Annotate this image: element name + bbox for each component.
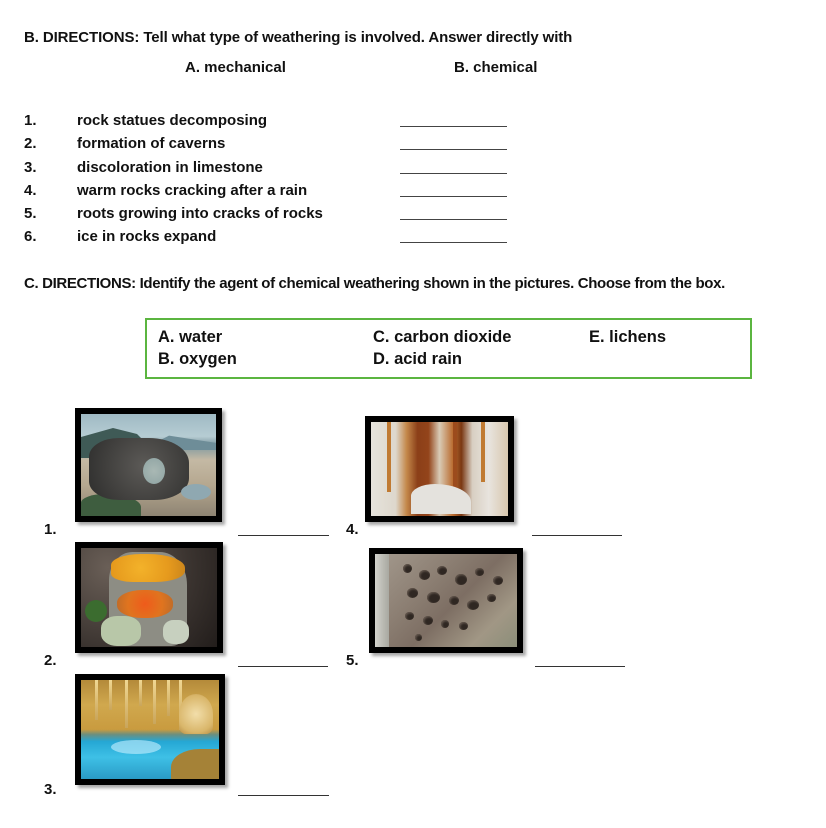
item-text: formation of caverns bbox=[77, 135, 226, 152]
answer-blank-6[interactable] bbox=[400, 242, 507, 243]
choice-water: A. water bbox=[158, 328, 223, 346]
answer-blank-2[interactable] bbox=[400, 149, 507, 150]
answer-blank-4[interactable] bbox=[400, 196, 507, 197]
picture-cave-pool bbox=[75, 674, 225, 785]
picture-honeycomb-rock bbox=[369, 548, 523, 653]
picture-lichens bbox=[75, 542, 223, 653]
item-text: ice in rocks expand bbox=[77, 228, 217, 245]
picture-answer-blank-5[interactable] bbox=[535, 666, 625, 667]
item-text: discoloration in limestone bbox=[77, 159, 263, 176]
picture-number: 2. bbox=[44, 652, 57, 669]
picture-answer-blank-2[interactable] bbox=[238, 666, 328, 667]
item-number: 5. bbox=[24, 205, 37, 222]
item-number: 4. bbox=[24, 182, 37, 199]
choice-acid-rain: D. acid rain bbox=[373, 350, 462, 368]
picture-answer-blank-3[interactable] bbox=[238, 795, 329, 796]
item-text: roots growing into cracks of rocks bbox=[77, 205, 323, 222]
item-text: warm rocks cracking after a rain bbox=[77, 182, 308, 199]
option-chemical: B. chemical bbox=[454, 59, 538, 76]
section-c-heading: C. DIRECTIONS: Identify the agent of chemical weathering shown in the pictures. Choose from the box. bbox=[24, 275, 725, 292]
picture-answer-blank-4[interactable] bbox=[532, 535, 622, 536]
choice-oxygen: B. oxygen bbox=[158, 350, 237, 368]
answer-blank-5[interactable] bbox=[400, 219, 507, 220]
choice-carbon-dioxide: C. carbon dioxide bbox=[373, 328, 512, 346]
answer-blank-1[interactable] bbox=[400, 126, 507, 127]
choice-box bbox=[145, 318, 752, 379]
picture-number: 5. bbox=[346, 652, 359, 669]
picture-number: 3. bbox=[44, 781, 57, 798]
choice-lichens: E. lichens bbox=[589, 328, 667, 346]
picture-answer-blank-1[interactable] bbox=[238, 535, 329, 536]
option-mechanical: A. mechanical bbox=[185, 59, 286, 76]
section-b-heading: B. DIRECTIONS: Tell what type of weathering is involved. Answer directly with bbox=[24, 29, 573, 46]
item-number: 1. bbox=[24, 112, 37, 129]
picture-rock-arch bbox=[75, 408, 222, 522]
item-number: 2. bbox=[24, 135, 37, 152]
item-number: 3. bbox=[24, 159, 37, 176]
answer-blank-3[interactable] bbox=[400, 173, 507, 174]
item-text: rock statues decomposing bbox=[77, 112, 268, 129]
picture-rust-stains bbox=[365, 416, 514, 522]
picture-number: 1. bbox=[44, 521, 57, 538]
item-number: 6. bbox=[24, 228, 37, 245]
picture-number: 4. bbox=[346, 521, 359, 538]
